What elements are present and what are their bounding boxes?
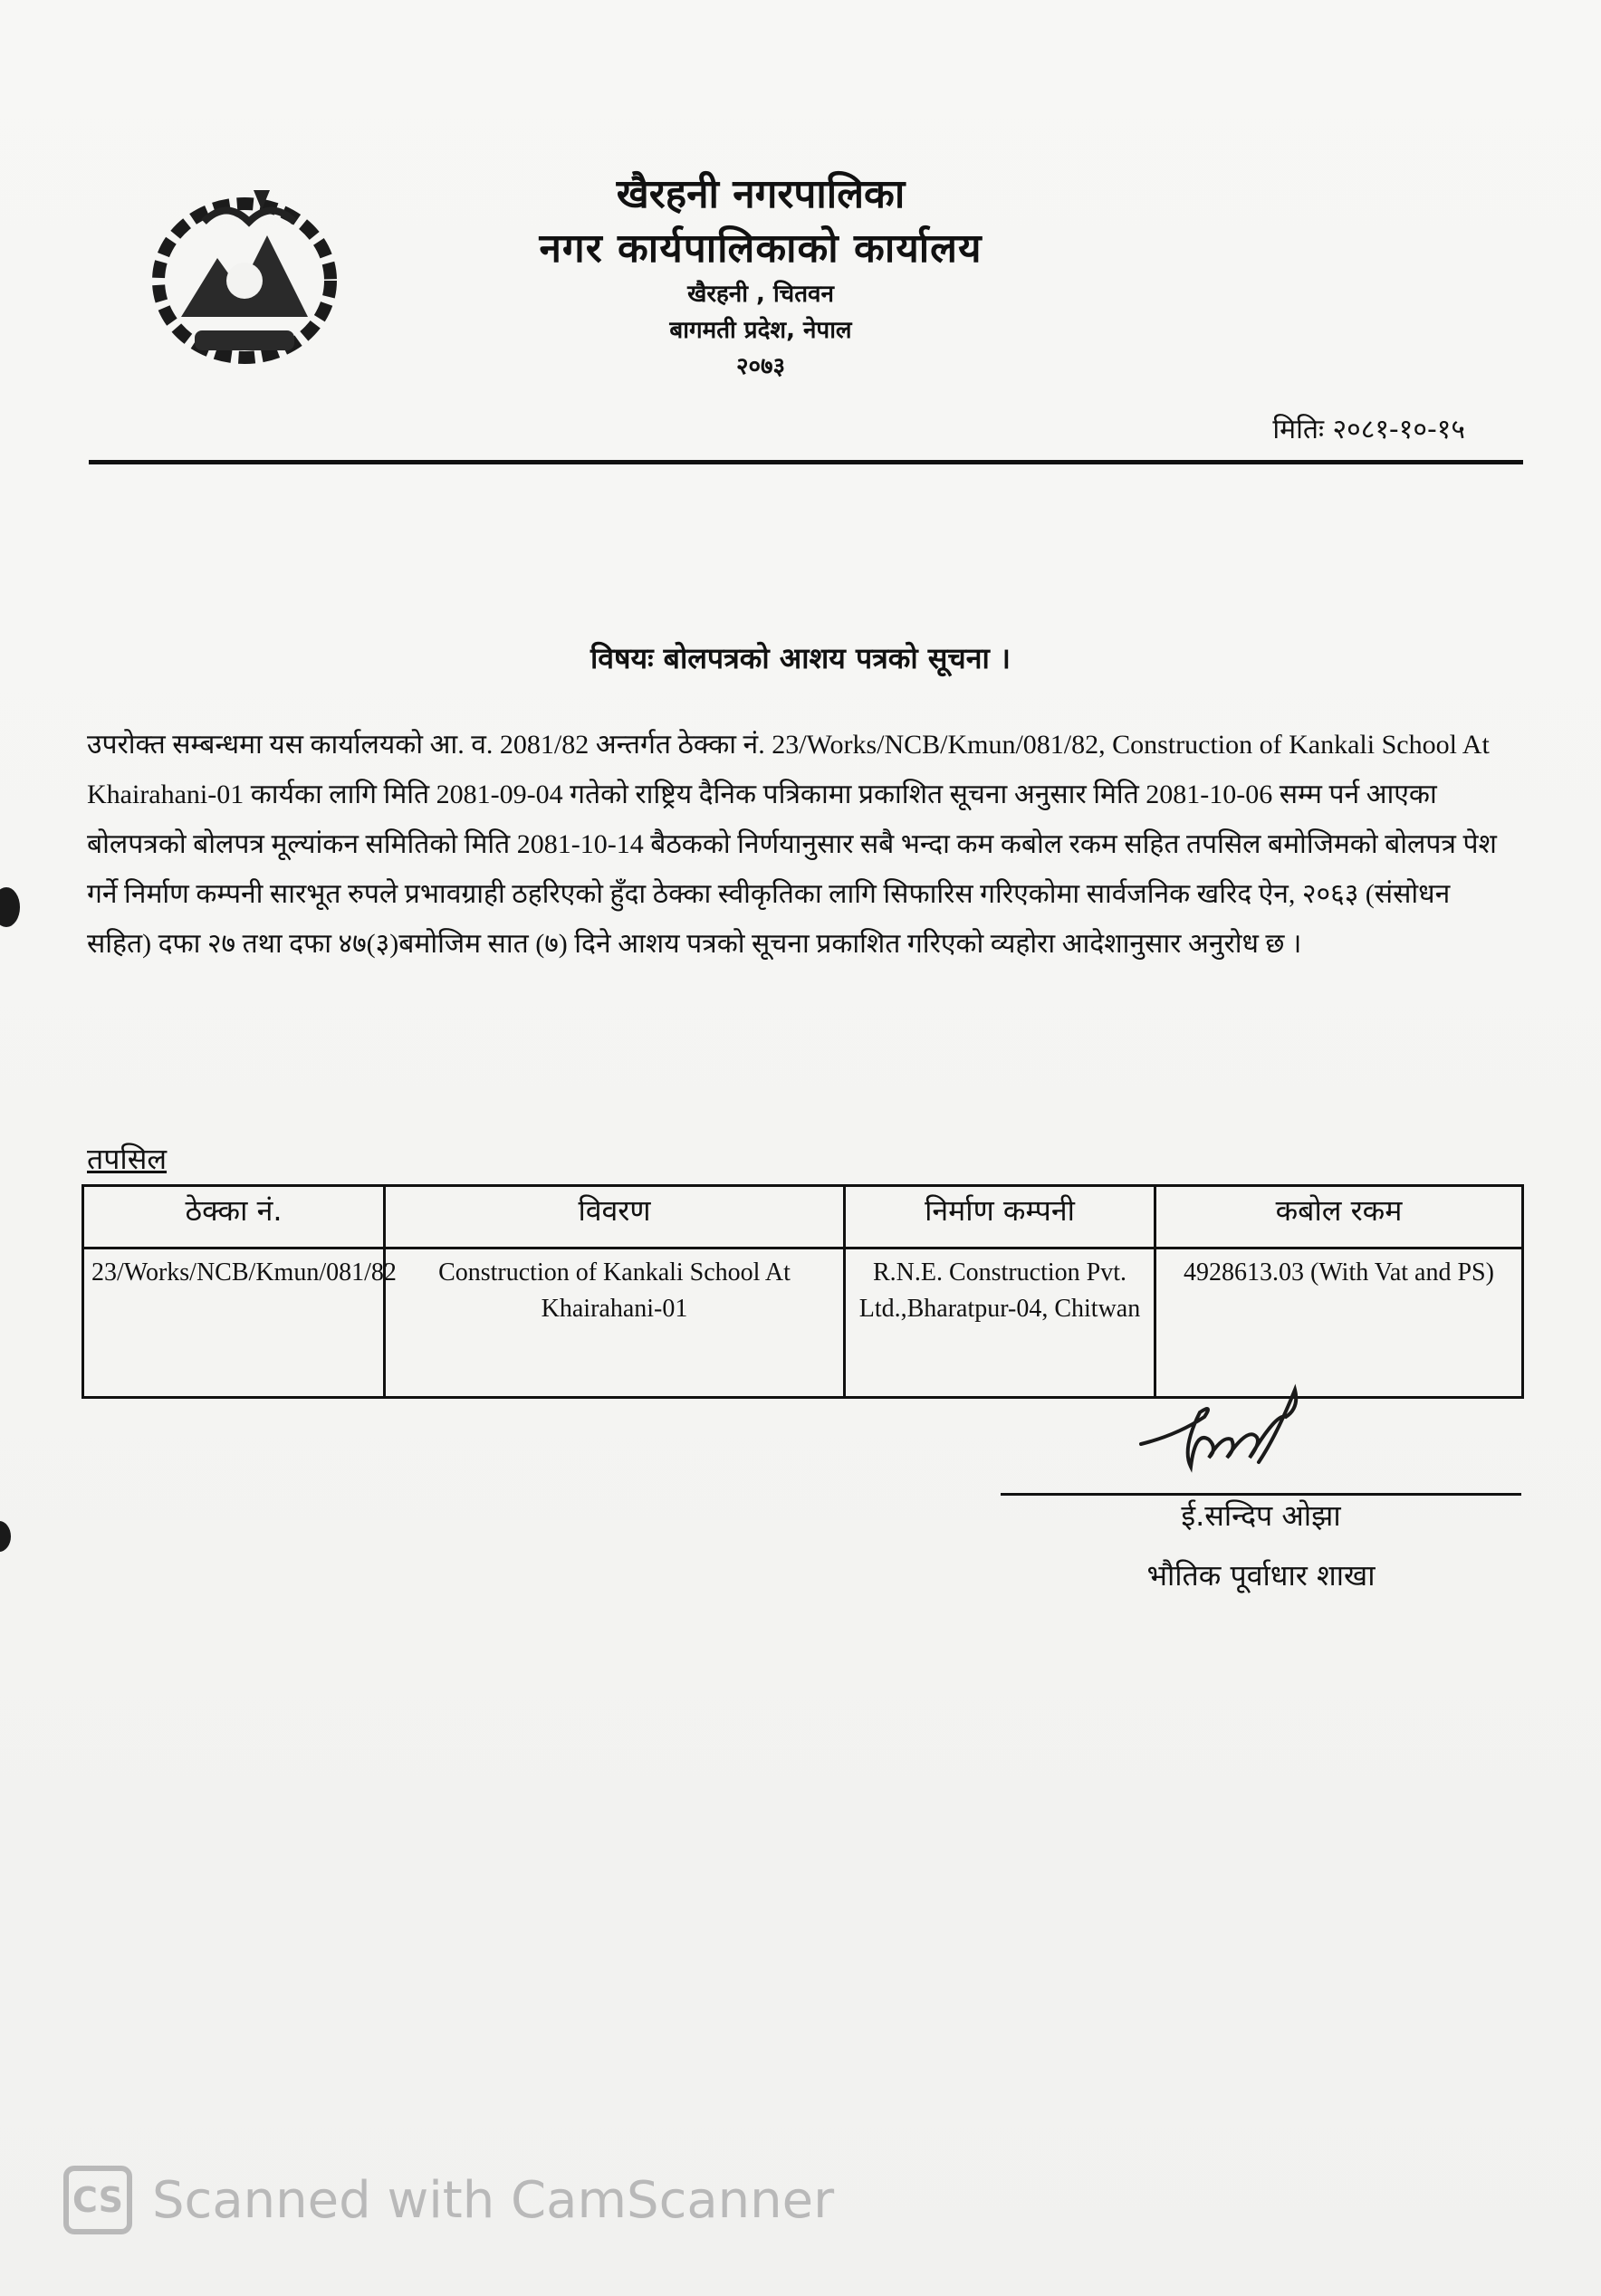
subject-line: विषयः बोलपत्रको आशय पत्रको सूचना ।	[590, 641, 1011, 675]
description-cell: Construction of Kankali School At Khairahani-01	[385, 1248, 845, 1398]
signatory-department: भौतिक पूर्वाधार शाखा	[1146, 1558, 1376, 1593]
letter-date: मितिः २०८१-१०-१५	[1272, 414, 1465, 445]
address-line-2: बागमती प्रदेश, नेपाल	[669, 317, 852, 344]
column-header: कबोल रकम	[1155, 1186, 1523, 1248]
company-cell: R.N.E. Construction Pvt. Ltd.,Bharatpur-04, Chitwan	[845, 1248, 1155, 1398]
bid-amount-cell: 4928613.03 (With Vat and PS)	[1155, 1248, 1523, 1398]
established-year: २०७३	[735, 353, 786, 380]
camscanner-logo-icon: CS	[63, 2166, 132, 2234]
nepal-emblem-icon	[145, 172, 344, 371]
column-header: निर्माण कम्पनी	[845, 1186, 1155, 1248]
column-header: विवरण	[385, 1186, 845, 1248]
letterhead	[471, 167, 1050, 385]
office-name: नगर कार्यपालिकाको कार्यालय	[539, 225, 983, 272]
header-divider	[89, 460, 1523, 464]
municipality-name: खैरहनी नगरपालिका	[616, 171, 906, 217]
address-line-1: खैरहनी , चितवन	[687, 281, 834, 308]
punch-hole	[0, 887, 20, 927]
contract-number-cell: 23/Works/NCB/Kmun/081/82	[83, 1248, 385, 1398]
column-header: ठेक्का नं.	[83, 1186, 385, 1248]
punch-hole	[0, 1521, 11, 1552]
signature-icon	[1132, 1367, 1349, 1494]
table-header-row	[83, 1186, 1523, 1248]
watermark-text: Scanned with CamScanner	[152, 2170, 835, 2230]
body-paragraph: उपरोक्त सम्बन्धमा यस कार्यालयको आ. व. 2081/82 अन्तर्गत ठेक्का नं. 23/Works/NCB/Kmun/081/82, Construction of Kankali School At Khairahani-01 कार्यका लागि मिति 2081-09-04 गतेको राष्ट्रिय दैनिक पत्रिकामा प्रकाशित सूचना अनुसार मिति 2081-10-06 सम्म पर्न आएका बोलपत्रको बोलपत्र मूल्यांकन समितिको मिति 2081-10-14 बैठकको निर्णयानुसार सबै भन्दा कम कबोल रकम सहित तपसिल बमोजिमको बोलपत्र पेश गर्ने निर्माण कम्पनी सारभूत रुपले प्रभावग्राही ठहरिएको हुँदा ठेक्का स्वीकृतिका लागि सिफारिस गरिएकोमा सार्वजनिक खरिद ऐन, २०६३ (संसोधन सहित) दफा २७ तथा दफा ४७(३)बमोजिम सात (७) दिने आशय पत्रको सूचना प्रकाशित गरिएको व्यहोरा आदेशानुसार अनुरोध छ ।	[87, 730, 1497, 959]
details-heading: तपसिल	[87, 1142, 168, 1176]
signatory-name: ई.सन्दिप ओझा	[1181, 1498, 1341, 1533]
camscanner-watermark	[63, 2166, 834, 2234]
